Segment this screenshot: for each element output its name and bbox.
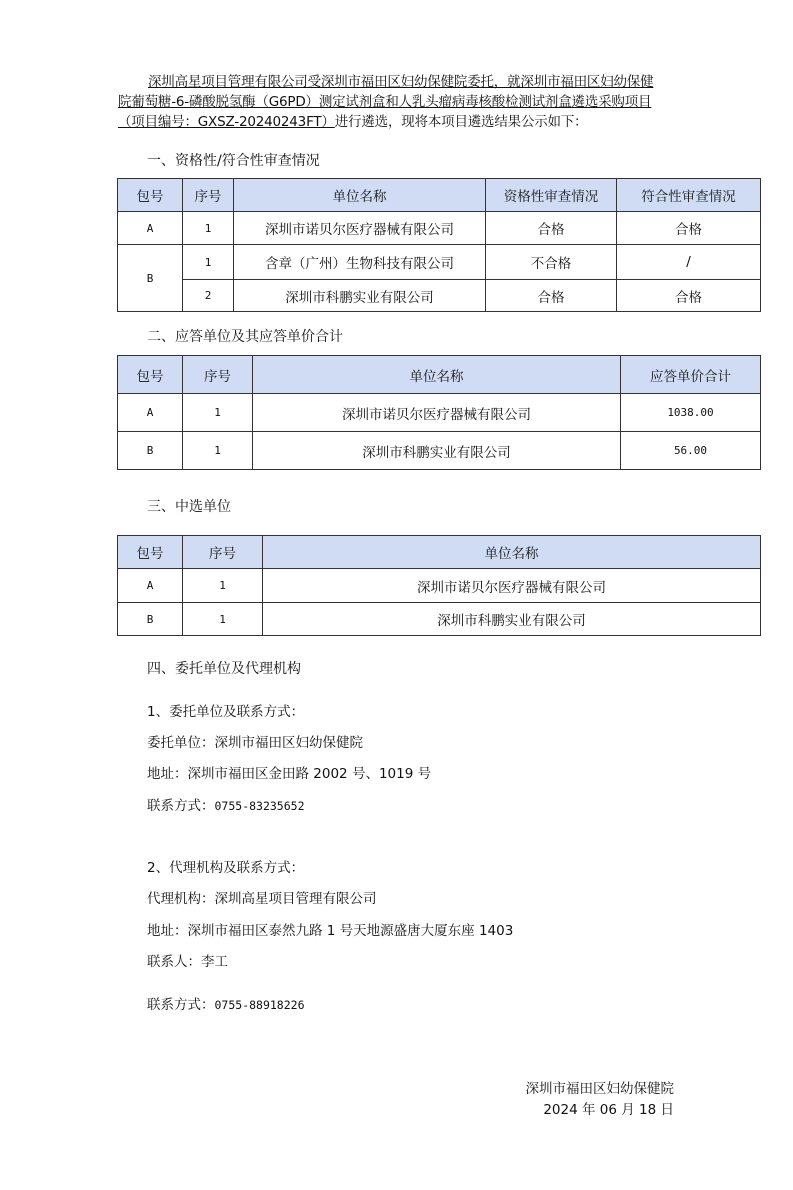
unit-name-cell: 深圳市科鹏实业有限公司 [234, 280, 486, 312]
table-header-row [118, 536, 761, 569]
qualification-table [117, 178, 761, 312]
qualification-cell: 合格 [486, 280, 617, 312]
agency-phone [147, 993, 305, 1013]
table-row [118, 569, 761, 603]
agency-phone-value: 0755-88918226 [214, 998, 305, 1012]
client-phone-label: 联系方式： [147, 798, 215, 814]
intro-paragraph [118, 72, 678, 132]
agency-contact-person [147, 950, 228, 970]
compliance-cell: 合格 [617, 280, 761, 312]
agency-name-label: 代理机构： [147, 891, 215, 907]
seq-cell: 1 [183, 245, 234, 280]
table-row [118, 212, 761, 245]
unit-name-cell: 深圳市诺贝尔医疗器械有限公司 [253, 394, 621, 432]
agency-person-label: 联系人： [147, 954, 201, 970]
header-total-price: 应答单价合计 [621, 356, 761, 394]
agency-address [147, 919, 513, 939]
price-cell: 1038.00 [621, 394, 761, 432]
agency-phone-label: 联系方式： [147, 997, 215, 1013]
signature-org: 深圳市福田区妇幼保健院 [525, 1081, 674, 1097]
package-cell: A [118, 212, 183, 245]
header-unit-name: 单位名称 [234, 179, 486, 212]
package-cell: A [118, 569, 183, 603]
header-qualification: 资格性审查情况 [486, 179, 617, 212]
client-address-label: 地址： [147, 766, 188, 782]
selected-table [117, 535, 761, 636]
seq-cell: 1 [183, 569, 263, 603]
package-cell: B [118, 603, 183, 636]
unit-name-cell: 深圳市科鹏实业有限公司 [253, 432, 621, 470]
client-phone [147, 794, 305, 814]
unit-name-cell: 深圳市诺贝尔医疗器械有限公司 [234, 212, 486, 245]
seq-cell: 1 [183, 394, 253, 432]
header-package: 包号 [118, 536, 183, 569]
intro-project-number: （项目编号：GXSZ-20240243FT） [118, 114, 335, 130]
package-cell: A [118, 394, 183, 432]
seq-cell: 2 [183, 280, 234, 312]
unit-name-cell: 含章（广州）生物科技有限公司 [234, 245, 486, 280]
package-cell: B [118, 245, 183, 312]
client-address [147, 762, 431, 782]
section-2-heading: 二、应答单位及其应答单价合计 [147, 329, 343, 345]
agency-name [147, 887, 377, 907]
client-phone-value: 0755-83235652 [214, 799, 305, 813]
agency-address-label: 地址： [147, 923, 188, 939]
header-package: 包号 [118, 356, 183, 394]
seq-cell: 1 [183, 603, 263, 636]
client-unit-value: 深圳市福田区妇幼保健院 [214, 735, 363, 751]
compliance-cell: 合格 [617, 212, 761, 245]
section-4-heading: 四、委托单位及代理机构 [147, 661, 301, 677]
table-row [118, 603, 761, 636]
unit-name-cell: 深圳市科鹏实业有限公司 [263, 603, 761, 636]
header-package: 包号 [118, 179, 183, 212]
seq-cell: 1 [183, 432, 253, 470]
table-header-row [118, 179, 761, 212]
agency-person-value: 李工 [201, 954, 228, 970]
client-unit [147, 731, 363, 751]
table-row [118, 280, 761, 312]
table-header-row [118, 356, 761, 394]
section-3-heading: 三、中选单位 [147, 499, 231, 515]
header-compliance: 符合性审查情况 [617, 179, 761, 212]
header-seq: 序号 [183, 536, 263, 569]
header-unit-name: 单位名称 [263, 536, 761, 569]
intro-line-1: 深圳高星项目管理有限公司受深圳市福田区妇幼保健院委托，就深圳市福田区妇幼保健 [148, 74, 654, 90]
intro-line-3: 进行遴选，现将本项目遴选结果公示如下： [334, 114, 588, 130]
qualification-cell: 不合格 [486, 245, 617, 280]
client-address-value: 深圳市福田区金田路 2002 号、1019 号 [187, 766, 432, 782]
header-seq: 序号 [183, 179, 234, 212]
price-cell: 56.00 [621, 432, 761, 470]
agency-contact-title: 2、代理机构及联系方式： [147, 860, 305, 876]
seq-cell: 1 [183, 212, 234, 245]
unit-name-cell: 深圳市诺贝尔医疗器械有限公司 [263, 569, 761, 603]
header-unit-name: 单位名称 [253, 356, 621, 394]
qualification-cell: 合格 [486, 212, 617, 245]
header-seq: 序号 [183, 356, 253, 394]
table-row [118, 432, 761, 470]
table-row [118, 394, 761, 432]
package-cell: B [118, 432, 183, 470]
client-unit-label: 委托单位： [147, 735, 215, 751]
agency-name-value: 深圳高星项目管理有限公司 [214, 891, 377, 907]
section-1-heading: 一、资格性/符合性审查情况 [147, 153, 320, 169]
client-contact-title: 1、委托单位及联系方式： [147, 704, 305, 720]
agency-address-value: 深圳市福田区泰然九路 1 号天地源盛唐大厦东座 1403 [187, 923, 514, 939]
intro-line-2: 院葡萄糖-6-磷酸脱氢酶（G6PD）测定试剂盒和人乳头瘤病毒核酸检测试剂盒遴选采购项目 [118, 94, 652, 110]
compliance-cell: / [617, 245, 761, 280]
table-row [118, 245, 761, 280]
price-table [117, 355, 761, 470]
signature-date: 2024 年 06 月 18 日 [543, 1102, 674, 1118]
